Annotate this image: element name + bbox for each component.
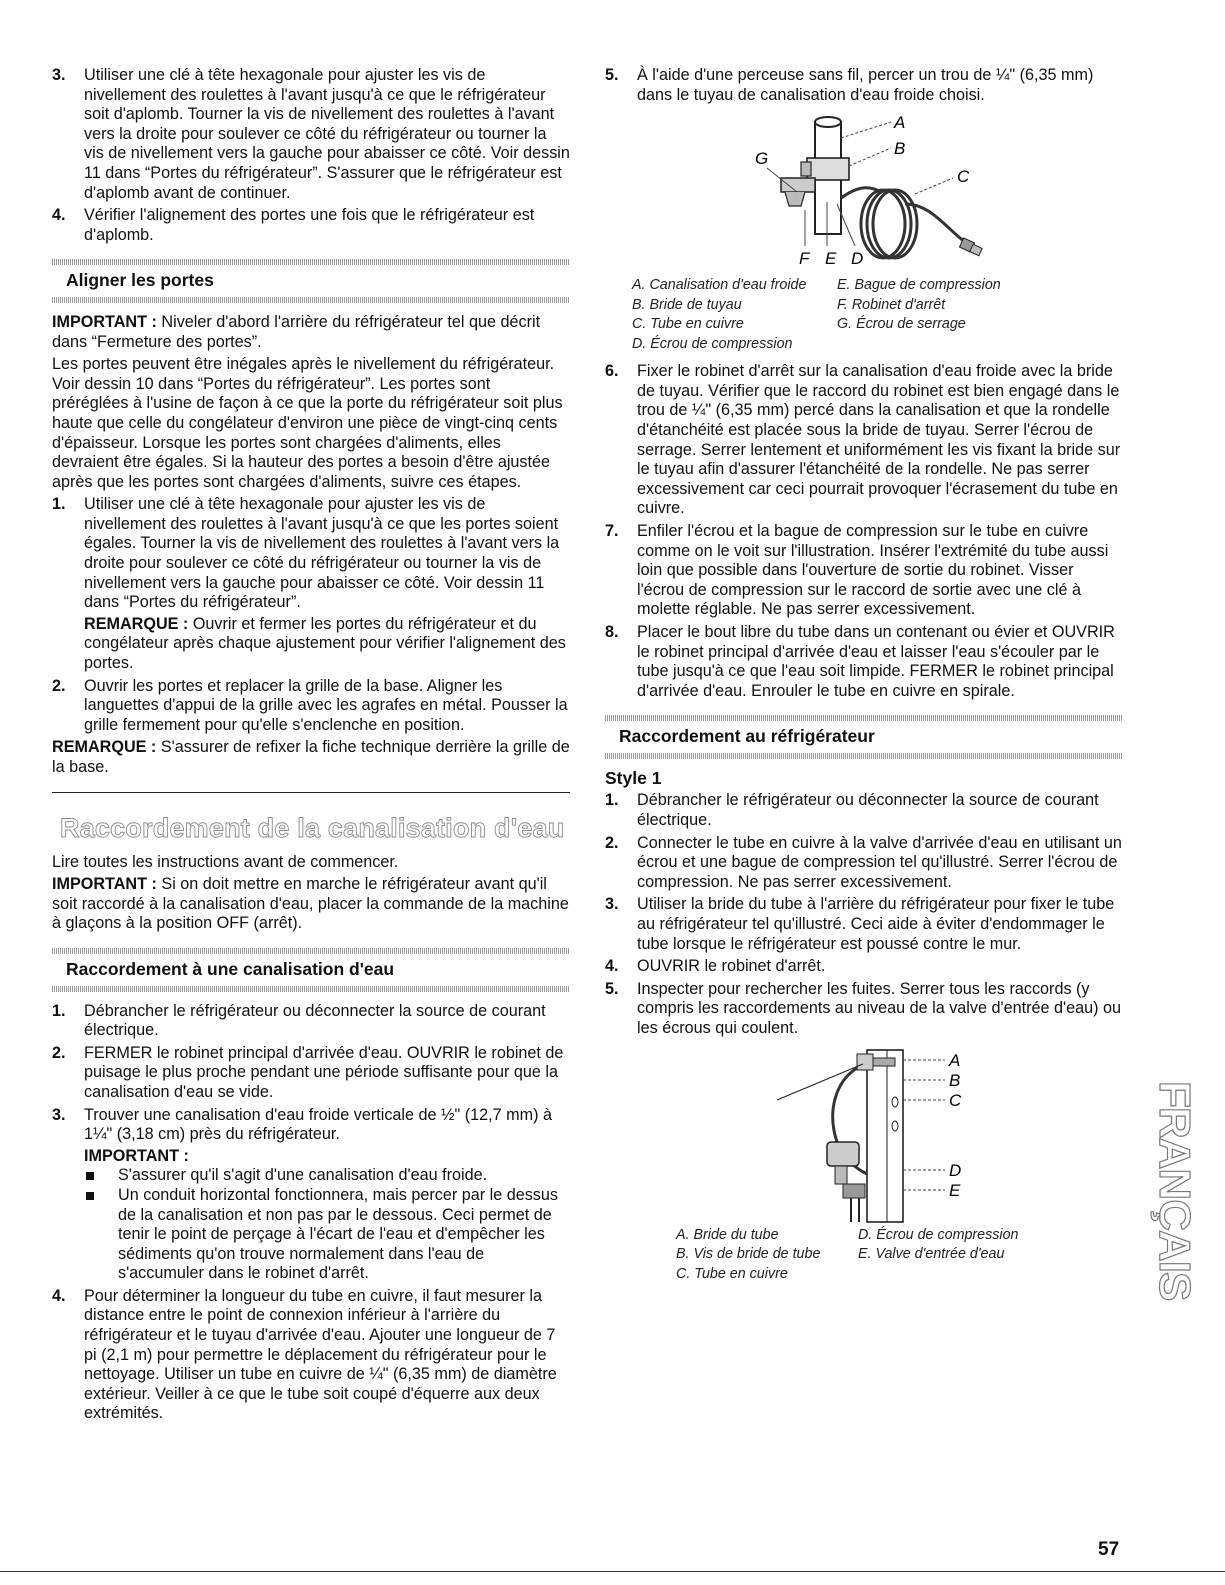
section-rule — [52, 792, 570, 793]
list-item — [605, 362, 1123, 519]
step-text: Utiliser une clé à tête hexagonale pour ajuster les vis de nivellement des roulettes à l'avant jusqu'à ce que les portes soient égales. Tourner la vis de nivellement des roulettes à l'avant vers la droite pour soulever ce côté du réfrigérateur ou tourner la vis de nivellement vers la gauche pour abaisser ce côté. Voir dessin 11 dans “Portes du réfrigérateur”. — [84, 495, 560, 612]
step-number: 6. — [605, 362, 619, 381]
section-title-aligner: Aligner les portes — [66, 270, 214, 291]
step-text: À l'aide d'une perceuse sans fil, percer un trou de ¼" (6,35 mm) dans le tuyau de canalisation d'eau froide choisi. — [637, 66, 1094, 104]
note-paragraph — [52, 738, 570, 777]
note-paragraph — [84, 615, 570, 674]
step-text: Placer le bout libre du tube dans un contenant ou évier et OUVRIR le robinet principal d'arrivée d'eau et laisser l'eau s'écouler par le tube jusqu'à ce que l'eau soit limpide. FERMER le robinet principal d'arrivée d'eau. Enrouler le tube en cuivre en spirale. — [637, 622, 1115, 700]
figure-legend — [632, 276, 1123, 354]
callout-a: A — [949, 1050, 961, 1070]
step-number: 3. — [605, 895, 619, 914]
step-number: 5. — [605, 979, 619, 998]
step-number: 1. — [52, 495, 66, 514]
section-divider — [605, 753, 1123, 759]
legend-item: B. Bride de tuyau — [632, 296, 742, 313]
list-item — [52, 206, 570, 245]
legend-item: G. Écrou de serrage — [837, 316, 966, 333]
step-text: Fixer le robinet d'arrêt sur la canalisation d'eau froide avec la bride de tuyau. Vérifier que le raccord du robinet est bien engagé dans le trou de ¼" (6,35 mm) percé dans la canalisation et que la rondelle d'étanchéité est placée sous la bride de tuyau. Serrer l'écrou de serrage. Serrer lentement et uniformément les vis fixant la bride sur le tuyau afin d'assurer l'étanchéité de la rondelle. Ne pas serrer excessivement car ceci pourrait provoquer l'écrasement du tube en cuivre. — [637, 362, 1121, 518]
list-item — [605, 895, 1123, 954]
legend-item: B. Vis de bride de tube — [676, 1246, 821, 1263]
list-item — [605, 522, 1123, 620]
important-paragraph — [52, 313, 570, 352]
legend-item: C. Tube en cuivre — [676, 1265, 788, 1282]
legend-item: E. Bague de compression — [837, 277, 1001, 294]
section-title-canalisation: Raccordement à une canalisation d'eau — [66, 958, 395, 979]
step-text: Utiliser une clé à tête hexagonale pour ajuster les vis de nivellement des roulettes à l'avant jusqu'à ce que le réfrigérateur soit d'aplomb. Tourner la vis de nivellement des roulettes à l'avant vers la droite pour soulever ce côté du réfrigérateur ou tourner la vis de nivellement vers la gauche pour abaisser ce côté. Voir dessin 11 dans “Portes du réfrigérateur”. S'assurer que le réfrigérateur est d'aplomb avant de continuer. — [84, 66, 570, 202]
step-number: 7. — [605, 521, 619, 540]
step-number: 4. — [52, 206, 66, 225]
callout-g: G — [755, 149, 769, 169]
step-text: Enfiler l'écrou et la bague de compression sur le tube en cuivre comme on le voit sur l'illustration. Insérer l'extrémité du tube aussi loin que possible dans l'ouverture de sortie du robinet. Visser l'écrou de compression sur le raccord de sortie avec une clé à molette réglable. Ne pas serrer excessivement. — [637, 521, 1109, 619]
step-number: 2. — [605, 833, 619, 852]
page-number: 57 — [1098, 1539, 1120, 1560]
step-text: Trouver une canalisation d'eau froide verticale de ½" (12,7 mm) à 1¼" (3,18 cm) près du réfrigérateur. — [84, 1105, 553, 1144]
note-label: REMARQUE : — [84, 614, 189, 633]
step-text: Inspecter pour rechercher les fuites. Serrer tous les raccords (y compris les raccordements au niveau de la valve d'entrée d'eau) ou les écrous qui coulent. — [637, 979, 1121, 1037]
note-label: REMARQUE : — [52, 738, 157, 757]
legend-item: A. Bride du tube — [676, 1226, 779, 1243]
figure-legend — [676, 1226, 1123, 1285]
step-number: 3. — [52, 66, 66, 84]
callout-d: D — [949, 1160, 962, 1180]
legend-item: A. Canalisation d'eau froide — [632, 277, 807, 294]
legend-item: C. Tube en cuivre — [632, 316, 744, 333]
section-divider — [52, 259, 570, 265]
style-title: Style 1 — [605, 767, 662, 788]
bullet-item: Un conduit horizontal fonctionnera, mais percer par le dessus de la canalisation et non pas par le dessous. Ceci permet de tenir le point de perçage à l'écart de l'eau et d'empêcher les sédiments qu'on trouve normalement dans l'eau de s'accumuler dans le robinet d'arrêt. — [84, 1186, 570, 1284]
step-number: 4. — [605, 957, 619, 976]
step-number: 8. — [605, 622, 619, 641]
list-item — [52, 1002, 570, 1041]
step-number: 2. — [52, 1043, 66, 1062]
side-tab-text: FRANÇAIS — [1150, 1081, 1199, 1301]
legend-item — [858, 1265, 1108, 1285]
important-text: Si on doit mettre en marche le réfrigérateur avant qu'il soit raccordé à la canalisation d'eau, placer la commande de la machine à glaçons à la position OFF (arrêt). — [52, 875, 569, 933]
list-item — [52, 1106, 570, 1284]
step-text: Débrancher le réfrigérateur ou déconnecter la source de courant électrique. — [637, 791, 1099, 830]
callout-a: A — [894, 113, 906, 133]
step-text: Pour déterminer la longueur du tube en cuivre, il faut mesurer la distance entre le point de connexion inférieur à l'arrière du réfrigérateur et le tuyau d'arrivée d'eau. Ajouter une longueur de 7 pi (2,1 m) pour permettre le déplacement du réfrigérateur pour le nettoyage. Utiliser un tube en cuivre de ¼" (6,35 mm) de diamètre extérieur. Veiller à ce que le tube soit coupé d'équerre aux deux extrémités. — [84, 1286, 557, 1423]
step-number: 2. — [52, 676, 66, 695]
legend-item: F. Robinet d'arrêt — [837, 296, 946, 313]
step-number: 1. — [52, 1001, 66, 1020]
step-number: 4. — [52, 1286, 66, 1305]
note-text: S'assurer de refixer la fiche technique derrière la grille de la base. — [52, 738, 570, 776]
legend-item: D. Écrou de compression — [632, 335, 793, 352]
section-divider — [605, 715, 1123, 721]
section-divider — [52, 986, 570, 992]
important-label-text: IMPORTANT : — [84, 1146, 189, 1165]
section-divider — [52, 297, 570, 303]
callout-e: E — [949, 1180, 961, 1200]
section-title-refrigerateur: Raccordement au réfrigérateur — [619, 726, 875, 747]
step-number: 3. — [52, 1105, 66, 1124]
important-label — [84, 1147, 570, 1167]
callout-c: C — [957, 167, 970, 187]
legend-item: D. Écrou de compression — [858, 1226, 1019, 1243]
list-item — [52, 1044, 570, 1103]
list-item — [52, 1287, 570, 1424]
note-text: Ouvrir et fermer les portes du réfrigérateur et du congélateur après chaque ajustement pour vérifier l'alignement des portes. — [84, 614, 566, 673]
step-number: 5. — [605, 66, 619, 84]
list-item — [605, 791, 1123, 830]
list-item — [605, 623, 1123, 701]
step-text: Débrancher le réfrigérateur ou déconnecter la source de courant électrique. — [84, 1001, 546, 1040]
shutoff-valve-illustration — [605, 108, 1123, 276]
intro-paragraph: Les portes peuvent être inégales après le nivellement du réfrigérateur. Voir dessin 10 dans “Portes du réfrigérateur”. Les portes sont préréglées à l'usine de façon à ce que la porte du réfrigérateur soit plus haute que celle du congélateur d'environ une pièce de vingt-cinq cents d'épaisseur. Lorsque les portes sont chargées d'aliments, elles devraient être égales. Si la hauteur des portes a besoin d'être ajustée après que les portes sont chargées d'aliments, suivre ces étapes. — [52, 355, 563, 491]
list-item — [605, 834, 1123, 893]
step-text: Ouvrir les portes et replacer la grille de la base. Aligner les languettes d'appui de la grille avec les agrafes en métal. Pousser la grille fermement pour qu'elle s'enclenche en position. — [84, 676, 568, 734]
step-text: Connecter le tube en cuivre à la valve d'arrivée d'eau en utilisant un écrou et une bague de compression tel qu'illustré. Serrer l'écrou de compression. Ne pas serrer excessivement. — [637, 833, 1122, 891]
callout-f: F — [799, 249, 810, 269]
step-text: Utiliser la bride du tube à l'arrière du réfrigérateur pour fixer le tube au réfrigérateur tel qu'illustré. Ceci aide à éviter d'endommager le tube lorsque le réfrigérateur est poussé contre le mur. — [637, 895, 1115, 953]
step-text: Vérifier l'alignement des portes une fois que le réfrigérateur est d'aplomb. — [84, 206, 535, 244]
left-column — [52, 66, 570, 1427]
list-item — [605, 66, 1123, 105]
callout-b: B — [949, 1070, 961, 1090]
important-label: IMPORTANT : — [52, 312, 157, 331]
callout-e: E — [825, 249, 837, 269]
important-label: IMPORTANT : — [52, 875, 157, 894]
chapter-title: Raccordement de la canalisation d'eau — [60, 812, 565, 843]
callout-d: D — [851, 249, 864, 269]
section-divider — [52, 948, 570, 954]
legend-item — [837, 335, 1087, 355]
intro-paragraph: Lire toutes les instructions avant de commencer. — [52, 852, 399, 871]
list-item — [52, 677, 570, 736]
water-inlet-valve-illustration — [605, 1042, 1123, 1224]
list-item — [52, 66, 570, 203]
legend-item: E. Valve d'entrée d'eau — [858, 1246, 1005, 1263]
step-number: 1. — [605, 791, 619, 810]
bullet-item: S'assurer qu'il s'agit d'une canalisation d'eau froide. — [84, 1166, 570, 1186]
important-text: Niveler d'abord l'arrière du réfrigérateur tel que décrit dans “Fermeture des portes”. — [52, 312, 541, 351]
right-column — [605, 66, 1123, 1284]
callout-c: C — [949, 1090, 962, 1110]
step-text: OUVRIR le robinet d'arrêt. — [637, 957, 826, 976]
step-text: FERMER le robinet principal d'arrivée d'eau. OUVRIR le robinet de puisage le plus proche pendant une période suffisante pour que la canalisation d'eau se vide. — [84, 1043, 564, 1101]
list-item — [605, 980, 1123, 1039]
language-side-tab — [1146, 1075, 1199, 1355]
list-item — [52, 495, 570, 673]
callout-b: B — [894, 139, 906, 159]
page-bottom-rule — [0, 1571, 1225, 1572]
important-paragraph — [52, 875, 570, 934]
list-item — [605, 957, 1123, 977]
